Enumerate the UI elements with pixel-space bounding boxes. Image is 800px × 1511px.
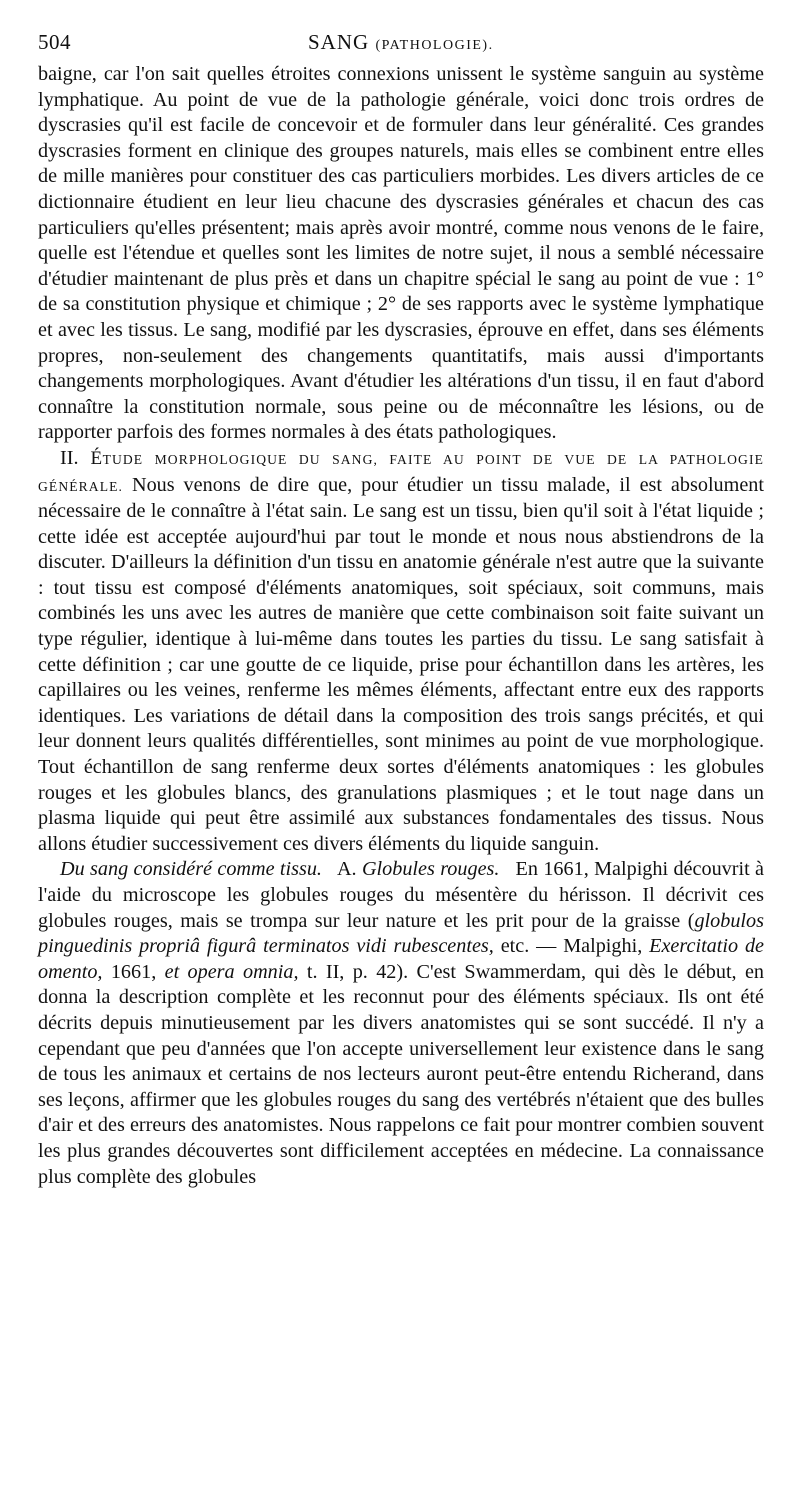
red-globules-text-1: En 1661, Malpighi découvrit à l'aide du microscope les globules rouges du mésentère du hérisson. Il décrivit ces globules rouges, mais se trompa sur leur nature et les prit pour de la graisse (	[38, 858, 765, 932]
running-title	[308, 30, 494, 55]
section-heading-rest: TUDE MORPHOLOGIQUE DU SANG, FAITE AU POINT DE VUE DE LA PATHOLOGIE GÉNÉRALE.	[38, 451, 765, 494]
subheading-label: A.	[336, 858, 357, 881]
section-numeral: II.	[60, 446, 79, 469]
red-globules-text-4: t. II, p. 42). C'est Swammerdam, qui dès le début, en donna la description complète et les reconnut pour des éléments spéciaux. Ils ont été décrits depuis minutieusement par les divers anatomistes qui se sont succédé. Il n'y a cependant que peu d'années que l'on accepte universellement leur existence dans le sang de tous les animaux et certains de nos lecteurs auront peut-être entendu Richerand, dans ses leçons, affirmer que les globules rouges du sang des vertébrés n'étaient que des bulles d'air et des erreurs des anatomistes. Nous rappelons ce fait pour montrer combien souvent les plus grandes découvertes sont difficilement acceptées en médecine. La connaissance plus complète des globules	[38, 960, 765, 1188]
body-text	[38, 62, 764, 1190]
page-number: 504	[38, 30, 71, 54]
tissue-heading: Du sang considéré comme tissu.	[60, 858, 322, 881]
opera-omnia: et opera omnia,	[164, 960, 299, 983]
red-globules-paragraph	[38, 857, 764, 1190]
latin-quote: globulos pinguedinis propriâ figurâ terminatos vidi rubescentes,	[38, 909, 764, 958]
red-globules-text-2: etc. — Malpighi,	[493, 935, 650, 958]
running-title-main: SANG	[308, 30, 370, 54]
red-globules-text-3: 1661,	[102, 960, 165, 983]
book-page	[38, 26, 764, 1190]
subheading-title: Globules rouges.	[361, 858, 500, 881]
work-title: Exercitatio de omento,	[38, 935, 765, 983]
section-heading-initial: É	[90, 447, 103, 469]
section-two-text: Nous venons de dire que, pour étudier un tissu malade, il est absolument nécessaire de le connaître à l'état sain. Le sang est un tissu, bien qu'il soit à l'état liquide ; cette idée est acceptée aujourd'hui par tout le monde et nous nous abstiendrons de la discuter. D'ailleurs la définition d'un tissu en anatomie générale n'est autre que la suivante : tout tissu est composé d'éléments anatomiques, soit spéciaux, soit communs, mais combinés les uns avec les autres de manière que cette combinaison soit faite suivant un type régulier, identique à lui-même dans toutes les parties du tissu. Le sang satisfait à cette définition ; car une goutte de ce liquide, prise pour échantillon dans les artères, les capillaires ou les veines, renferme les mêmes éléments, affectant entre eux des rapports identiques. Les variations de détail dans la composition des trois sangs précités, et qui leur donnent leurs qualités différentielles, sont minimes au point de vue morphologique. Tout échantillon de sang renferme deux sortes d'éléments anatomiques : les globules rouges et les globules blancs, des granulations plasmiques ; et le tout nage dans un plasma liquide qui peut être assimilé aux substances fondamentales des tissus. Nous allons étudier successivement ces divers éléments du liquide sanguin.	[38, 473, 765, 855]
running-title-sub: (PATHOLOGIE).	[375, 38, 494, 53]
paragraph-continuation: baigne, car l'on sait quelles étroites connexions unissent le système sanguin au système lymphatique. Au point de vue de la pathologie générale, voici donc trois ordres de dyscrasies qu'il est facile de concevoir et de formuler dans leur généralité. Ces grandes dyscrasies forment en clinique des groupes naturels, mais elles se combinent entre elles de mille manières pour constituer des cas particuliers morbides. Les divers articles de ce dictionnaire étudient en leur lieu chacune des dyscrasies générales et chacun des cas particuliers qu'elles présentent; mais après avoir montré, comme nous venons de le faire, quelle est l'étendue et quelles sont les limites de notre sujet, il nous a semblé nécessaire d'étudier maintenant de plus près et dans un chapitre spécial le sang au point de vue : 1° de sa constitution physique et chimique ; 2° de ses rapports avec le système lymphatique et avec les tissus. Le sang, modifié par les dyscrasies, éprouve en effet, dans ses éléments propres, non-seulement des changements quantitatifs, mais aussi d'importants changements morphologiques. Avant d'étudier les altérations d'un tissu, il en faut d'abord connaître la constitution normale, sous peine ou de méconnaître les lésions, ou de rapporter parfois des formes normales à des états pathologiques.	[38, 63, 764, 444]
section-two-paragraph	[38, 446, 764, 858]
running-header	[38, 26, 764, 62]
